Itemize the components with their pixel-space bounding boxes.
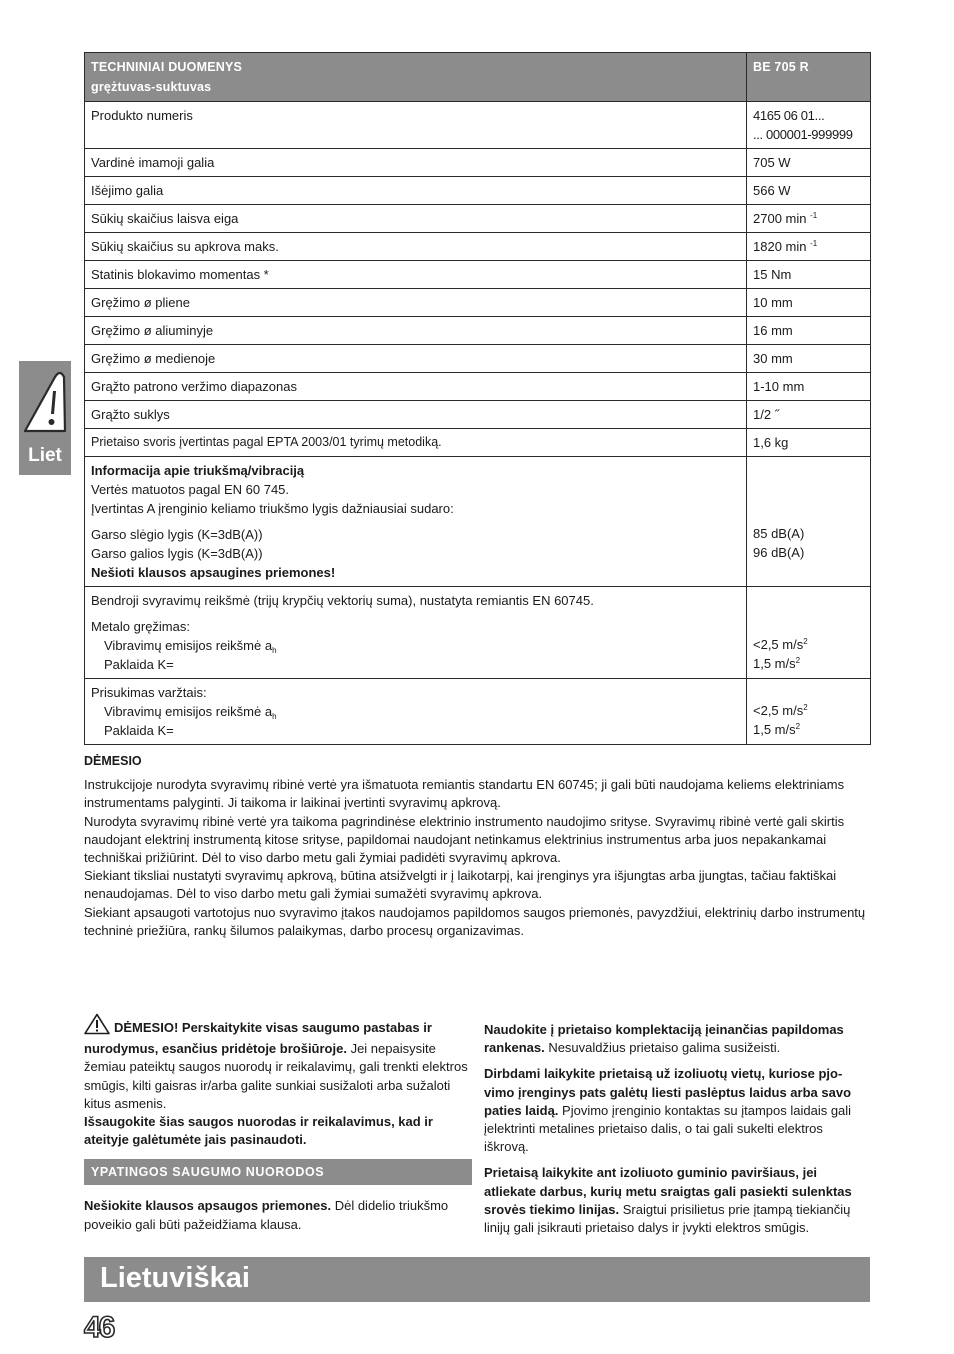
spec-label: Prietaiso svoris įvertintas pagal EPTA 2003/01 tyrimų metodiką. xyxy=(85,429,747,457)
sound-pressure-value: 85 dB(A) xyxy=(753,526,805,541)
table-row xyxy=(85,317,871,345)
product-number-label: Produkto numeris xyxy=(85,102,747,149)
table-row xyxy=(85,149,871,177)
language-tab-label: Liet xyxy=(28,445,62,466)
noise-title: Informacija apie triukšmą/vibraciją xyxy=(91,463,305,478)
attention-paragraph: Instrukcijoje nurodyta svyravimų ribinė vertė yra išmatuota remiantis standartu EN 60745; ji gali būti naudojama keliems elektriniams instrumentams palyginti. Ji taikoma ir laikinai įvertinti svyravimų apkrovą. xyxy=(84,777,845,811)
spec-label: Sūkių skaičius su apkrova maks. xyxy=(85,233,747,261)
sound-power-value: 96 dB(A) xyxy=(753,545,805,560)
table-row xyxy=(85,205,871,233)
spec-label: Sūkių skaičius laisva eiga xyxy=(85,205,747,233)
ear-protection-warning: Nešioti klausos apsaugines priemones! xyxy=(91,565,336,580)
table-row-screwing xyxy=(85,679,871,745)
attention-paragraph: Siekiant tiksliai nustatyti svyravimų apkrovą, būtina atsižvelgti ir į laikotarpį, kai įrenginys yra išjungtas arba įjungtas, tačiau faktiškai nenaudojamas. Dėl to viso darbo metu gali žymiai sumažėti svyravimų apkrova. xyxy=(84,868,837,902)
metal-drilling-title: Metalo gręžimas: xyxy=(91,619,190,634)
metal-tolerance-label: Paklaida K= xyxy=(104,657,174,672)
spec-value: 10 mm xyxy=(747,289,871,317)
metal-emission-label: Vibravimų emisijos reikšmė $a_h$ xyxy=(104,638,277,655)
product-number-value-1: 4165 06 01... xyxy=(753,108,825,123)
attention-section xyxy=(84,752,874,940)
vibration-intro: Bendroji svyravimų reikšmė (trijų krypčių vektorių suma), nustatyta remiantis EN 60745. xyxy=(91,593,594,608)
spec-label: Statinis blokavimo momentas * xyxy=(85,261,747,289)
table-row xyxy=(85,401,871,429)
spec-value: 1/2 ˝ xyxy=(747,401,871,429)
general-warning-paragraph: DĖMESIO! Perskaitykite visas saugumo pastabas ir nurodymus, esančius pridėtoje brošiūroje. Jei nepaisysite žemiau pateiktų saugos nuorodų ir reikalavimų, gali trenkti elektros smūgis, kilti gaisras ir/arba galite sunkiai susižaloti arba sužaloti kitus asmenis. xyxy=(84,1013,472,1113)
attention-paragraph: Nurodyta svyravimų ribinė vertė yra taikoma pagrindinėse elektrinio instrumento naudojimo srityse. Svyravimų ribinė vertė gali skirtis naudojant elektrinį instrumentą kitose srityse, papildomai naudojant netinkamus elektrinius instrumentus arba juos nepakankamai techniškai prižiūrint. Dėl to viso darbo metu gali žymiai padidėti svyravimų apkrova. xyxy=(84,813,845,866)
product-number-value-2: ... 000001-999999 xyxy=(753,127,853,142)
table-row xyxy=(85,261,871,289)
spec-value: 1-10 mm xyxy=(747,373,871,401)
insulated-grip-paragraph: Dirbdami laikykite prietaisą už izoliuotų vietų, kuriose pjo-vimo įrenginys pats galėtų liesti paslėptus laidus arba savo paties laidą. Pjovimo įrenginio kontaktas su įtampos laidais gali įelektrinti metalines prietaiso dalis, o tai gali sukelti elektros iškrovą. xyxy=(484,1066,852,1155)
handles-paragraph: Naudokite į prietaiso komplektaciją įeinančias papildomas rankenas. Nesuvaldžius prietaiso galima susižeisti. xyxy=(484,1022,844,1056)
language-side-tab xyxy=(19,361,71,475)
table-row-product xyxy=(85,102,871,149)
spec-value: 566 W xyxy=(747,177,871,205)
spec-value: 16 mm xyxy=(747,317,871,345)
table-row-noise xyxy=(85,457,871,587)
noise-values-cell xyxy=(747,457,871,587)
spec-value: 2700 min $^{-1}$ xyxy=(747,205,871,233)
table-title: TECHNINIAI DUOMENYS xyxy=(91,60,243,74)
vibration-values-cell xyxy=(747,587,871,679)
noise-line-1: Vertės matuotos pagal EN 60 745. xyxy=(91,482,290,497)
table-header-row xyxy=(85,53,871,102)
spec-label: Išėjimo galia xyxy=(85,177,747,205)
ear-protection-paragraph: Nešiokite klausos apsaugos priemones. Dėl didelio triukšmo poveikio gali būti pažeidžiama klausa. xyxy=(84,1198,449,1232)
spec-label: Gręžimo ø pliene xyxy=(85,289,747,317)
noise-line-2: Įvertintas A įrenginio keliamo triukšmo lygis dažniausiai sudaro: xyxy=(91,501,454,516)
table-row xyxy=(85,177,871,205)
spec-label: Gręžimo ø medienoje xyxy=(85,345,747,373)
special-safety-section-title: YPATINGOS SAUGUMO NUORODOS xyxy=(84,1159,472,1185)
vibration-info-cell xyxy=(85,587,747,679)
language-title: Lietuviškai xyxy=(100,1262,250,1294)
spec-value: 30 mm xyxy=(747,345,871,373)
keep-instructions-paragraph: Išsaugokite šias saugos nuorodas ir reikalavimus, kad ir ateityje galėtumėte jais pasinaudoti. xyxy=(84,1114,433,1148)
spec-label: Grąžto suklys xyxy=(85,401,747,429)
rubber-surface-paragraph: Prietaisą laikykite ant izoliuoto guminio paviršiaus, jei atliekate darbus, kurių metu sraigtas gali pasiekti sulenktas srovės tiekimo linijas. Sraigtui prisilietus prie įtampą tiekiančių linijų gali įsikrauti prietaiso dalys ir įvykti elektros smūgis. xyxy=(484,1165,852,1236)
table-row xyxy=(85,345,871,373)
warning-triangle-icon xyxy=(19,361,71,441)
sound-pressure-label: Garso slėgio lygis (K=3dB(A)) xyxy=(91,527,263,542)
attention-paragraph: Siekiant apsaugoti vartotojus nuo svyravimo įtakos naudojamos papildomos saugos priemonės, pavyzdžiui, elektrinių darbo instrumentų techninė priežiūra, rankų šilumos palaikymas, darbo procesų organizavimas. xyxy=(84,904,866,938)
language-footer-bar xyxy=(84,1257,870,1302)
warning-triangle-icon xyxy=(84,1013,110,1040)
screwing-values-cell xyxy=(747,679,871,745)
attention-title: DĖMESIO xyxy=(84,754,142,768)
metal-tolerance-value: 1,5 $m/s^2$ xyxy=(753,656,801,671)
table-row xyxy=(85,233,871,261)
spec-value: 15 Nm xyxy=(747,261,871,289)
sound-power-label: Garso galios lygis (K=3dB(A)) xyxy=(91,546,263,561)
safety-right-column xyxy=(484,1021,870,1245)
table-row-vibration xyxy=(85,587,871,679)
page-number: 46 xyxy=(84,1311,114,1344)
simple-rows xyxy=(85,149,871,457)
metal-emission-value: <2,5 $m/s^2$ xyxy=(753,637,808,652)
spec-value: 1,6 kg xyxy=(747,429,871,457)
screwing-emission-value: <2,5 $m/s^2$ xyxy=(753,703,808,718)
spec-value: 1820 min $^{-1}$ xyxy=(747,233,871,261)
model-name: BE 705 R xyxy=(747,53,871,102)
table-subtitle: grężtuvas-suktuvas xyxy=(91,80,212,94)
screwing-info-cell xyxy=(85,679,747,745)
screwing-emission-label: Vibravimų emisijos reikšmė $a_h$ xyxy=(104,704,277,721)
screwing-tolerance-value: 1,5 $m/s^2$ xyxy=(753,722,801,737)
product-number-value xyxy=(747,102,871,149)
table-row xyxy=(85,373,871,401)
screwing-tolerance-label: Paklaida K= xyxy=(104,723,174,738)
technical-data-table xyxy=(84,52,871,745)
noise-info-cell xyxy=(85,457,747,587)
screwing-title: Prisukimas varžtais: xyxy=(91,685,207,700)
spec-label: Gręžimo ø aliuminyje xyxy=(85,317,747,345)
spec-label: Vardinė imamoji galia xyxy=(85,149,747,177)
table-header-title-cell xyxy=(85,53,747,102)
table-row xyxy=(85,429,871,457)
spec-value: 705 W xyxy=(747,149,871,177)
spec-label: Grąžto patrono veržimo diapazonas xyxy=(85,373,747,401)
table-row xyxy=(85,289,871,317)
safety-left-column xyxy=(84,1013,472,1234)
